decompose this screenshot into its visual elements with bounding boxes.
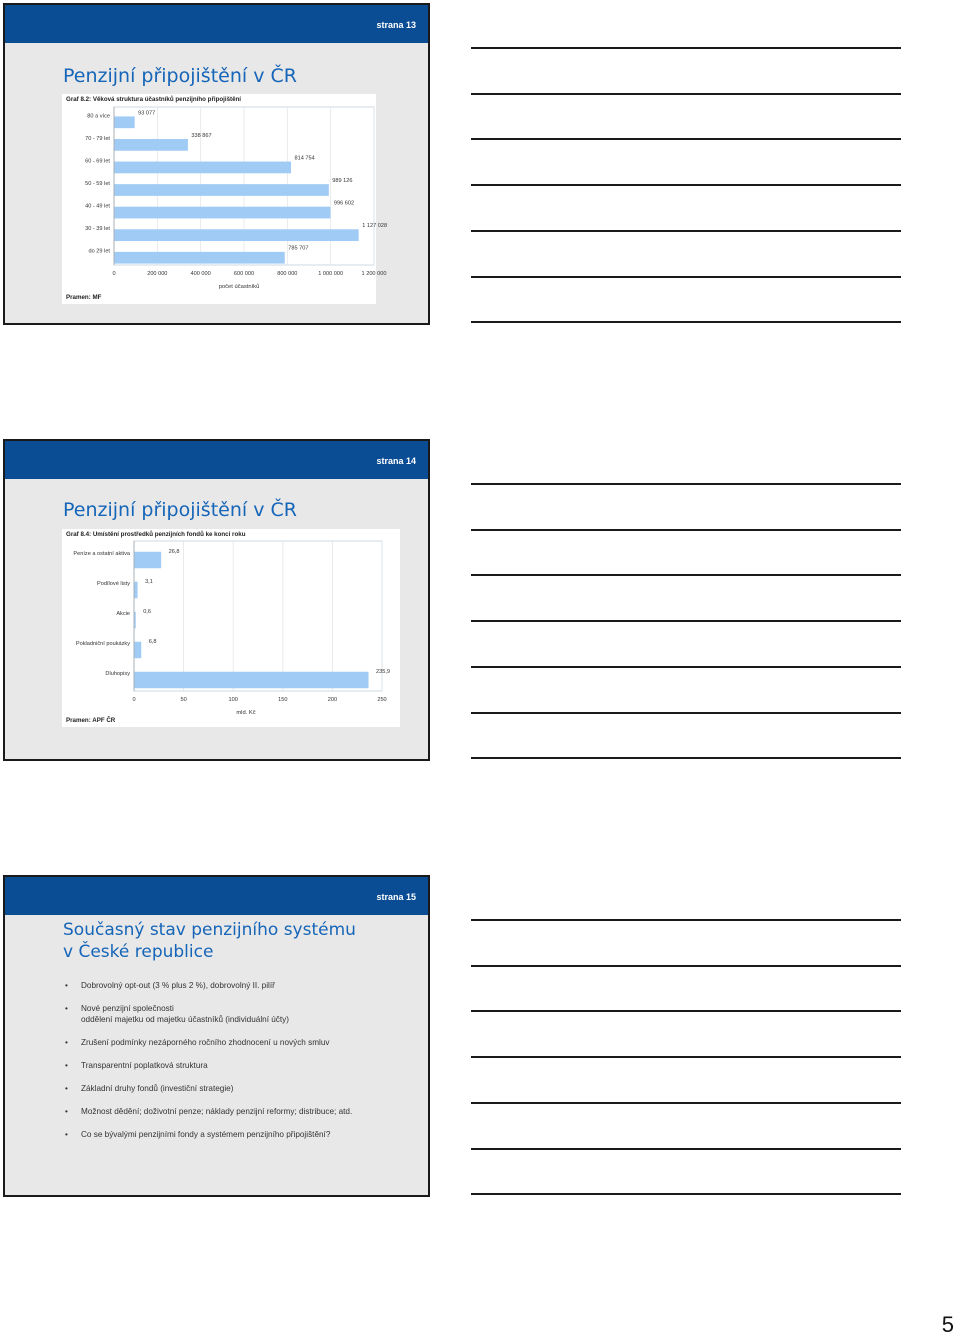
- bullet-item: [65, 1003, 425, 1025]
- bullet-text: Transparentní poplatková struktura: [81, 1061, 208, 1070]
- note-line: [471, 93, 901, 95]
- bullet-item: [65, 1129, 425, 1140]
- plot-frame: [134, 541, 382, 691]
- chart-title: Graf 8.2: Věková struktura účastníků penzijního připojištění: [66, 96, 242, 103]
- bullet-dot: •: [65, 1107, 68, 1116]
- bar: [115, 229, 359, 241]
- bar: [115, 184, 329, 196]
- x-tick-label: 400 000: [190, 271, 211, 277]
- bullet-list: [65, 980, 425, 1152]
- bullet-dot: •: [65, 1038, 68, 1047]
- note-line: [471, 574, 901, 576]
- note-line: [471, 529, 901, 531]
- slide-title: Penzijní připojištění v ČR: [63, 65, 297, 87]
- bullet-text: Základní druhy fondů (investiční strategie): [81, 1084, 234, 1093]
- bullet-text: Zrušení podmínky nezáporného ročního zhodnocení u nových smluv: [81, 1038, 330, 1047]
- bullet-dot: •: [65, 1004, 68, 1013]
- slide-number: strana 15: [376, 892, 416, 902]
- bar: [115, 162, 292, 174]
- data-label: 3,1: [145, 579, 153, 585]
- note-line: [471, 620, 901, 622]
- x-tick-label: 200 000: [147, 271, 168, 277]
- category-label: 30 - 39 let: [85, 226, 110, 233]
- x-tick-label: 800 000: [277, 271, 298, 277]
- bullet-dot: •: [65, 1130, 68, 1139]
- data-label: 235,9: [376, 669, 391, 675]
- x-tick-label: 200: [327, 697, 338, 703]
- x-tick-label: 150: [278, 697, 288, 703]
- data-label: 785 707: [288, 245, 309, 252]
- x-tick-label: 50: [180, 697, 187, 703]
- bullet-dot: •: [65, 1084, 68, 1093]
- bullet-item: [65, 1106, 425, 1117]
- category-label: do 29 let: [88, 248, 110, 255]
- bullet-subtext: oddělení majetku od majetku účastníků (individuální účty): [81, 1015, 289, 1024]
- note-line: [471, 276, 901, 278]
- slide-title: Penzijní připojištění v ČR: [63, 499, 297, 521]
- bar: [135, 582, 138, 599]
- bar: [135, 672, 369, 689]
- note-line: [471, 184, 901, 186]
- category-label: 40 - 49 let: [85, 203, 110, 210]
- bar: [135, 612, 136, 629]
- bullet-text: Co se bývalými penzijními fondy a systémem penzijního připojištění?: [81, 1130, 331, 1139]
- x-tick-label: 600 000: [233, 271, 255, 277]
- slide-header: [5, 441, 428, 479]
- bullet-item: [65, 1037, 425, 1048]
- page-number: 5: [941, 1312, 954, 1337]
- data-label: 989 126: [332, 178, 353, 184]
- bar: [115, 207, 331, 219]
- x-tick-label: 100: [228, 697, 238, 703]
- chart-source: Pramen: APF ČR: [66, 717, 116, 724]
- bullet-text: Dobrovolný opt-out (3 % plus 2 %), dobrovolný II. pilíř: [81, 981, 275, 990]
- slide-header: [5, 877, 428, 915]
- note-line: [471, 138, 901, 140]
- note-line: [471, 47, 901, 49]
- note-line: [471, 230, 901, 232]
- slide-number: strana 13: [376, 20, 416, 30]
- bullet-item: [65, 1060, 425, 1071]
- bullet-text: Nové penzijní společnosti: [81, 1004, 174, 1013]
- data-label: 93 077: [138, 110, 156, 117]
- bar: [115, 116, 135, 128]
- category-label: 70 - 79 let: [85, 135, 110, 142]
- data-label: 814 754: [294, 155, 315, 162]
- fund-allocation-chart: [62, 529, 400, 727]
- slide-title: [63, 919, 356, 963]
- note-line: [471, 965, 901, 967]
- note-line: [471, 1056, 901, 1058]
- category-label: Dluhopisy: [105, 671, 130, 677]
- note-line: [471, 666, 901, 668]
- slide-header: [5, 5, 428, 43]
- category-label: 50 - 59 let: [85, 181, 110, 187]
- chart-source: Pramen: MF: [66, 294, 102, 301]
- category-label: Peníze a ostatní aktiva: [73, 551, 130, 557]
- x-tick-label: 250: [377, 697, 387, 703]
- chart-svg: [62, 94, 388, 304]
- slide-14: [3, 439, 430, 761]
- chart-svg: [62, 529, 400, 727]
- slide-title-line-1: Současný stav penzijního systému: [63, 920, 356, 940]
- data-label: 6,8: [148, 639, 157, 645]
- note-line: [471, 1010, 901, 1012]
- data-label: 26,8: [168, 549, 180, 555]
- slide-13: [3, 3, 430, 325]
- x-tick-label: 1 000 000: [318, 271, 344, 277]
- age-structure-chart: [62, 94, 388, 304]
- note-line: [471, 1148, 901, 1150]
- data-label: 0,6: [143, 609, 151, 615]
- category-label: 80 a více: [87, 113, 110, 120]
- category-label: Akcie: [116, 611, 130, 617]
- bar: [115, 252, 285, 264]
- category-label: 60 - 69 let: [85, 158, 110, 165]
- x-tick-label: 0: [112, 271, 116, 277]
- data-label: 338 867: [191, 132, 212, 139]
- x-axis-title: mld. Kč: [236, 710, 256, 716]
- slide-title-line-2: v České republice: [63, 942, 214, 962]
- bar: [135, 642, 142, 659]
- slide-number: strana 14: [376, 456, 416, 466]
- bullet-item: [65, 980, 425, 991]
- data-label: 1 127 028: [362, 223, 388, 230]
- category-label: Podílové listy: [97, 581, 130, 587]
- slide-15: [3, 875, 430, 1197]
- x-tick-label: 1 200 000: [361, 271, 387, 277]
- data-label: 996 602: [333, 200, 355, 207]
- chart-title: Graf 8.4: Umístění prostředků penzijních fondů ke konci roku: [66, 531, 246, 538]
- bullet-dot: •: [65, 981, 68, 990]
- bullet-item: [65, 1083, 425, 1094]
- x-axis-title: počet účastníků: [218, 284, 260, 290]
- note-line: [471, 757, 901, 759]
- bullet-dot: •: [65, 1061, 68, 1070]
- x-tick-label: 0: [132, 697, 136, 703]
- note-line: [471, 919, 901, 921]
- bar: [135, 552, 162, 569]
- category-label: Pokladniční poukázky: [75, 641, 130, 647]
- bar: [115, 139, 188, 151]
- note-line: [471, 712, 901, 714]
- note-line: [471, 1102, 901, 1104]
- note-line: [471, 1193, 901, 1195]
- note-line: [471, 483, 901, 485]
- note-line: [471, 321, 901, 323]
- bullet-text: Možnost dědění; doživotní penze; náklady penzijní reformy; distribuce; atd.: [81, 1107, 353, 1116]
